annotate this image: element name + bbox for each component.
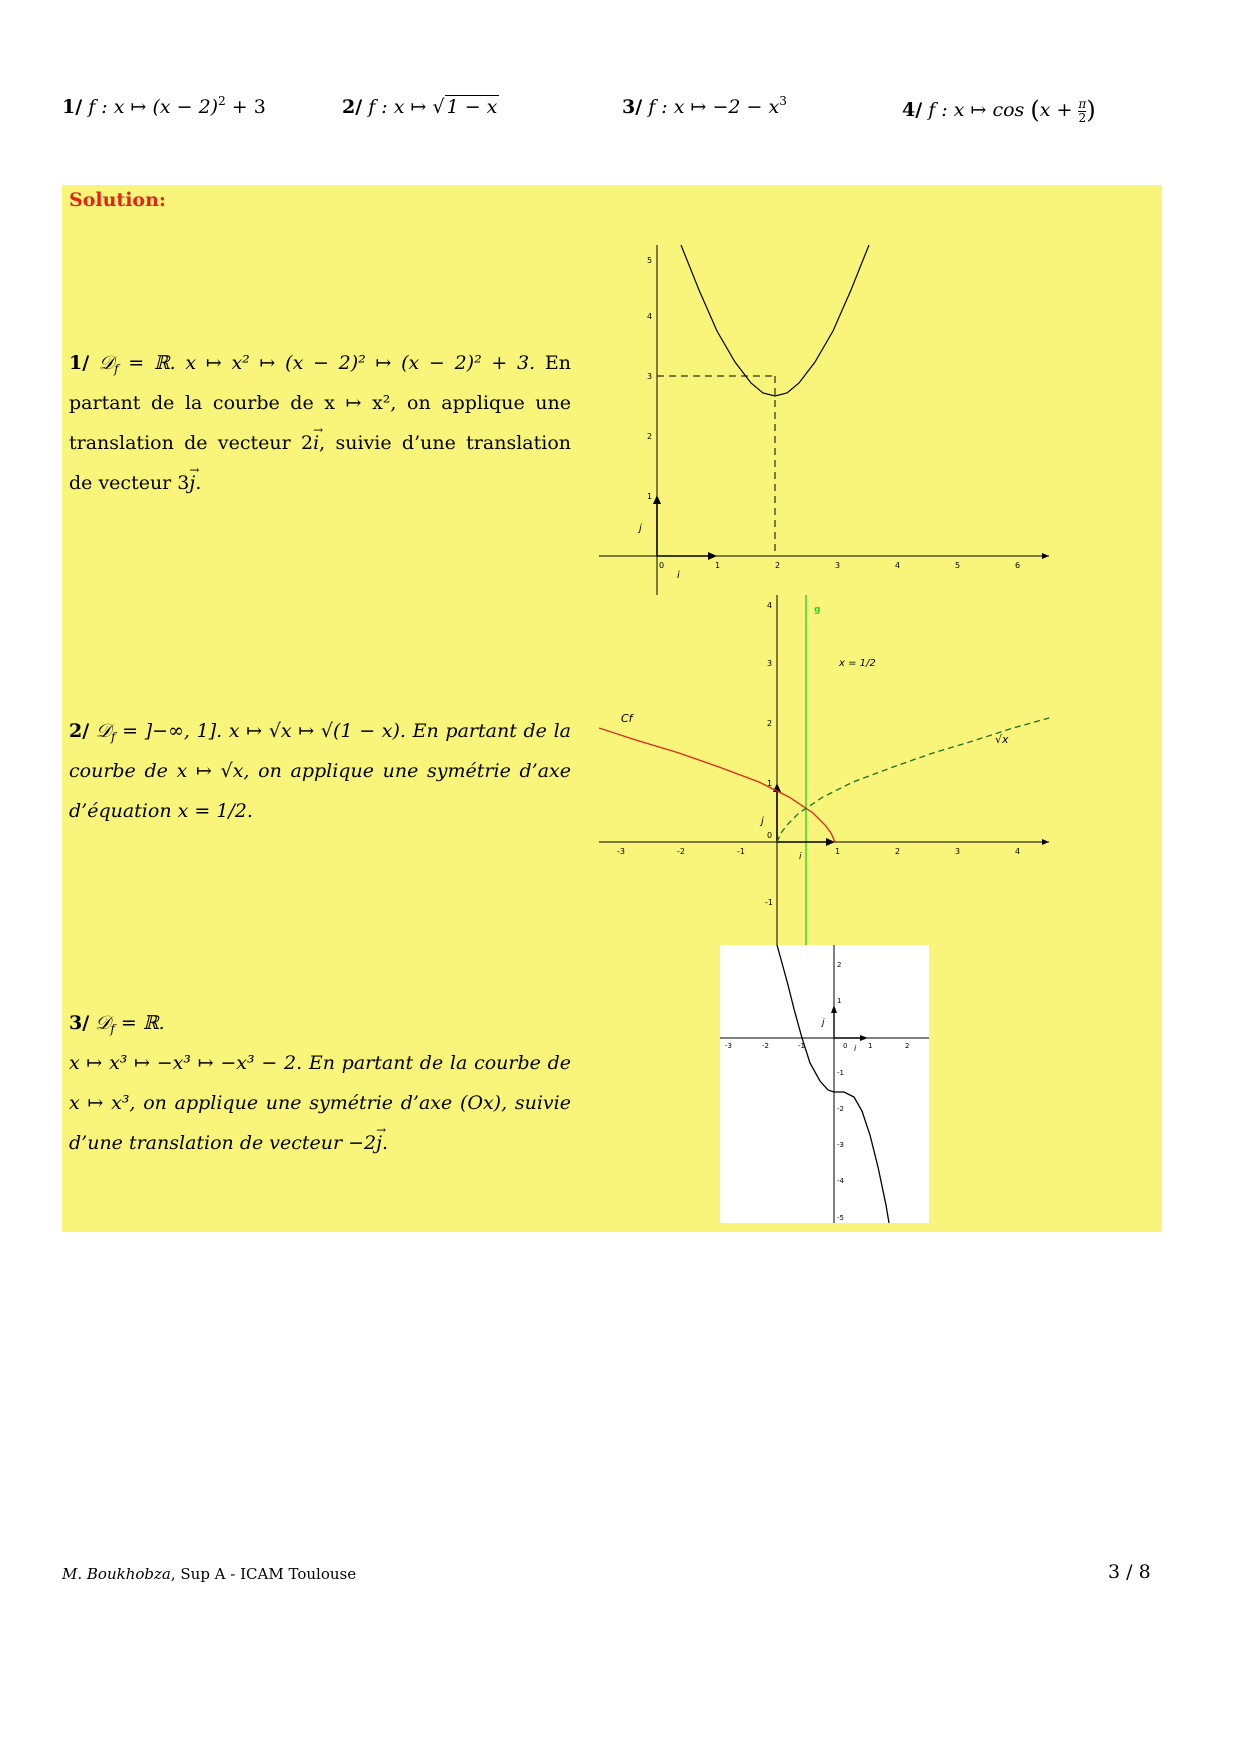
- solution-2-number: 2/: [69, 720, 90, 742]
- fig2-label-g: g: [814, 605, 821, 615]
- solution-1-domain: 𝒟: [98, 352, 115, 374]
- fig2-label-axis-eq: x = 1/2: [839, 658, 876, 669]
- fig3-background: [720, 945, 929, 1223]
- fig2-xtick-m2: -2: [677, 847, 685, 856]
- fig1-vector-j-head: [653, 495, 661, 504]
- solution-3-domain-value: = ℝ.: [114, 1012, 165, 1034]
- fig2-xtick-4: 4: [1015, 847, 1021, 856]
- exercise-1-exponent: 2: [218, 94, 226, 108]
- fig1-xtick-6: 6: [1015, 561, 1021, 570]
- solution-item-3: [69, 1003, 571, 1163]
- fig3-ytick-m3: -3: [837, 1141, 844, 1149]
- fig1-xtick-5: 5: [955, 561, 961, 570]
- fig3-xtick-m2: -2: [762, 1042, 769, 1050]
- fig1-ytick-3: 3: [647, 372, 653, 381]
- solution-3-text-b: .: [382, 1132, 389, 1154]
- fig3-xtick-2: 2: [905, 1042, 910, 1050]
- solution-1-text-a: En partant de la courbe de x ↦ x², on applique une translation de vecteur 2: [69, 352, 571, 454]
- exercise-1-tail: + 3: [225, 96, 266, 118]
- fig3-ytick-m5: -5: [837, 1214, 844, 1222]
- exercise-1-body: (x − 2): [152, 96, 219, 118]
- fig1-xtick-2: 2: [775, 561, 781, 570]
- exercise-4-number: 4/: [902, 99, 923, 121]
- exercise-4-body: x +: [1039, 99, 1079, 121]
- exercise-2-radicand: 1 − x: [446, 96, 498, 118]
- exercise-1-number: 1/: [62, 96, 83, 118]
- fig2-curve-cf: [599, 728, 835, 842]
- fig2-label-i: i: [799, 852, 802, 862]
- exercise-4-frac-den: 2: [1078, 110, 1087, 125]
- fig1-parabola: [681, 245, 869, 396]
- exercise-4: 4/ f : x ↦ cos (x + $\frac{\pi}{2}$ ): [902, 96, 1096, 125]
- fig2-xtick-2: 2: [895, 847, 901, 856]
- fig2-xtick-1: 1: [835, 847, 841, 856]
- exercise-2: [342, 96, 499, 118]
- solution-1-number: 1/: [69, 352, 90, 374]
- fig1-vector-i-head: [708, 552, 717, 560]
- solution-1-text-b: , suivie d’une translation de vecteur 3: [69, 432, 571, 494]
- figure-cubic: [720, 945, 929, 1223]
- solution-3-vector-j: → j: [376, 1123, 382, 1163]
- fig3-xtick-m3: -3: [725, 1042, 732, 1050]
- fig2-label-j: j: [761, 816, 764, 827]
- solution-2-domain: 𝒟: [95, 720, 112, 742]
- exercise-3: [622, 96, 787, 118]
- solution-1-text-c: .: [195, 472, 202, 494]
- solution-1-vector-j: → j: [189, 463, 195, 503]
- solution-1-domain-sub: f: [114, 362, 119, 376]
- exercise-2-lhs: f : x ↦ √: [368, 96, 445, 118]
- exercise-3-lhs: f : x ↦: [648, 96, 713, 118]
- fig2-xtick-m1: -1: [737, 847, 745, 856]
- fig1-label-j: j: [639, 523, 642, 534]
- fig3-label-i: i: [854, 1044, 857, 1053]
- fig3-ytick-m1: -1: [837, 1069, 844, 1077]
- fig1-x-arrow: [1042, 553, 1049, 559]
- fig1-ytick-5: 5: [647, 256, 653, 265]
- fig2-xtick-m3: -3: [617, 847, 625, 856]
- fig3-ytick-2: 2: [837, 961, 842, 969]
- fig1-ytick-2: 2: [647, 432, 653, 441]
- solution-3-domain: 𝒟: [95, 1012, 111, 1034]
- exercise-1-lhs: f : x ↦: [88, 96, 153, 118]
- fig2-ytick-2: 2: [767, 719, 773, 728]
- solution-3-text-a: x ↦ x³ ↦ −x³ ↦ −x³ − 2. En partant de la courbe de x ↦ x³, on applique une symétrie d’axe (Ox), suivie d’une translation de vecteur −2: [69, 1052, 571, 1154]
- fig2-y-ticks: [765, 601, 773, 907]
- solution-box: [62, 185, 1162, 1232]
- fig2-xtick-3: 3: [955, 847, 961, 856]
- fig3-ytick-m2: -2: [837, 1105, 844, 1113]
- footer-author-course: [62, 1565, 356, 1583]
- exercise-2-number: 2/: [342, 96, 363, 118]
- fig3-label-j: j: [822, 1018, 825, 1028]
- fig2-x-ticks: [617, 847, 1020, 856]
- solution-3-number: 3/: [69, 1012, 90, 1034]
- solution-2-domain-value: = ]−∞, 1]. x ↦ √x ↦ √(1 − x). En partant de la courbe de x ↦ √x, on applique une symétrie d’axe d’équation x = 1/2.: [69, 720, 571, 822]
- fig2-x-arrow: [1042, 839, 1049, 845]
- figure-parabola: [599, 245, 1059, 595]
- exercise-4-frac-num: π: [1078, 96, 1087, 111]
- solution-3-domain-sub: f: [110, 1022, 115, 1036]
- fig1-xtick-4: 4: [895, 561, 901, 570]
- fig3-xtick-m1: -1: [798, 1042, 805, 1050]
- fig3-ytick-m4: -4: [837, 1177, 844, 1185]
- fig1-ytick-4: 4: [647, 312, 653, 321]
- fig1-x-ticks: [659, 561, 1020, 570]
- fig1-xtick-3: 3: [835, 561, 841, 570]
- fig2-ytick-m1: -1: [765, 898, 773, 907]
- fig2-ytick-3: 3: [767, 659, 773, 668]
- fig3-ytick-1: 1: [837, 997, 842, 1005]
- fig1-xtick-0: 0: [659, 561, 665, 570]
- fig1-label-i: i: [677, 570, 680, 581]
- exercise-1: [62, 96, 266, 118]
- solution-title: Solution:: [69, 189, 166, 211]
- solution-item-2: [69, 711, 571, 831]
- solution-item-1: [69, 343, 571, 503]
- fig3-xtick-1: 1: [868, 1042, 873, 1050]
- solution-1-domain-value: = ℝ. x ↦ x² ↦ (x − 2)² ↦ (x − 2)² + 3.: [118, 352, 536, 374]
- exercise-3-body: −2 − x: [712, 96, 780, 118]
- fig2-ytick-4: 4: [767, 601, 773, 610]
- fig1-ytick-1: 1: [647, 492, 653, 501]
- fig2-ytick-1: 1: [767, 779, 773, 788]
- footer-page-number: 3 / 8: [1108, 1561, 1151, 1583]
- footer-author: M. Boukhobza: [62, 1565, 171, 1583]
- fig2-label-cf: Cf: [621, 712, 633, 725]
- figure-sqrt: [599, 595, 1059, 945]
- footer-course: , Sup A - ICAM Toulouse: [170, 1565, 357, 1583]
- solution-1-vector-i: → i: [313, 423, 319, 463]
- fig1-xtick-1: 1: [715, 561, 721, 570]
- fig3-origin: 0: [843, 1042, 848, 1050]
- exercise-3-number: 3/: [622, 96, 643, 118]
- fig1-y-ticks: [647, 256, 652, 501]
- fig2-label-sqrt: √x: [995, 733, 1009, 746]
- fig2-origin: 0: [767, 831, 773, 840]
- exercise-4-lhs: f : x ↦ cos: [928, 99, 1025, 121]
- exercise-3-exponent: 3: [779, 94, 787, 108]
- solution-2-domain-sub: f: [111, 730, 116, 744]
